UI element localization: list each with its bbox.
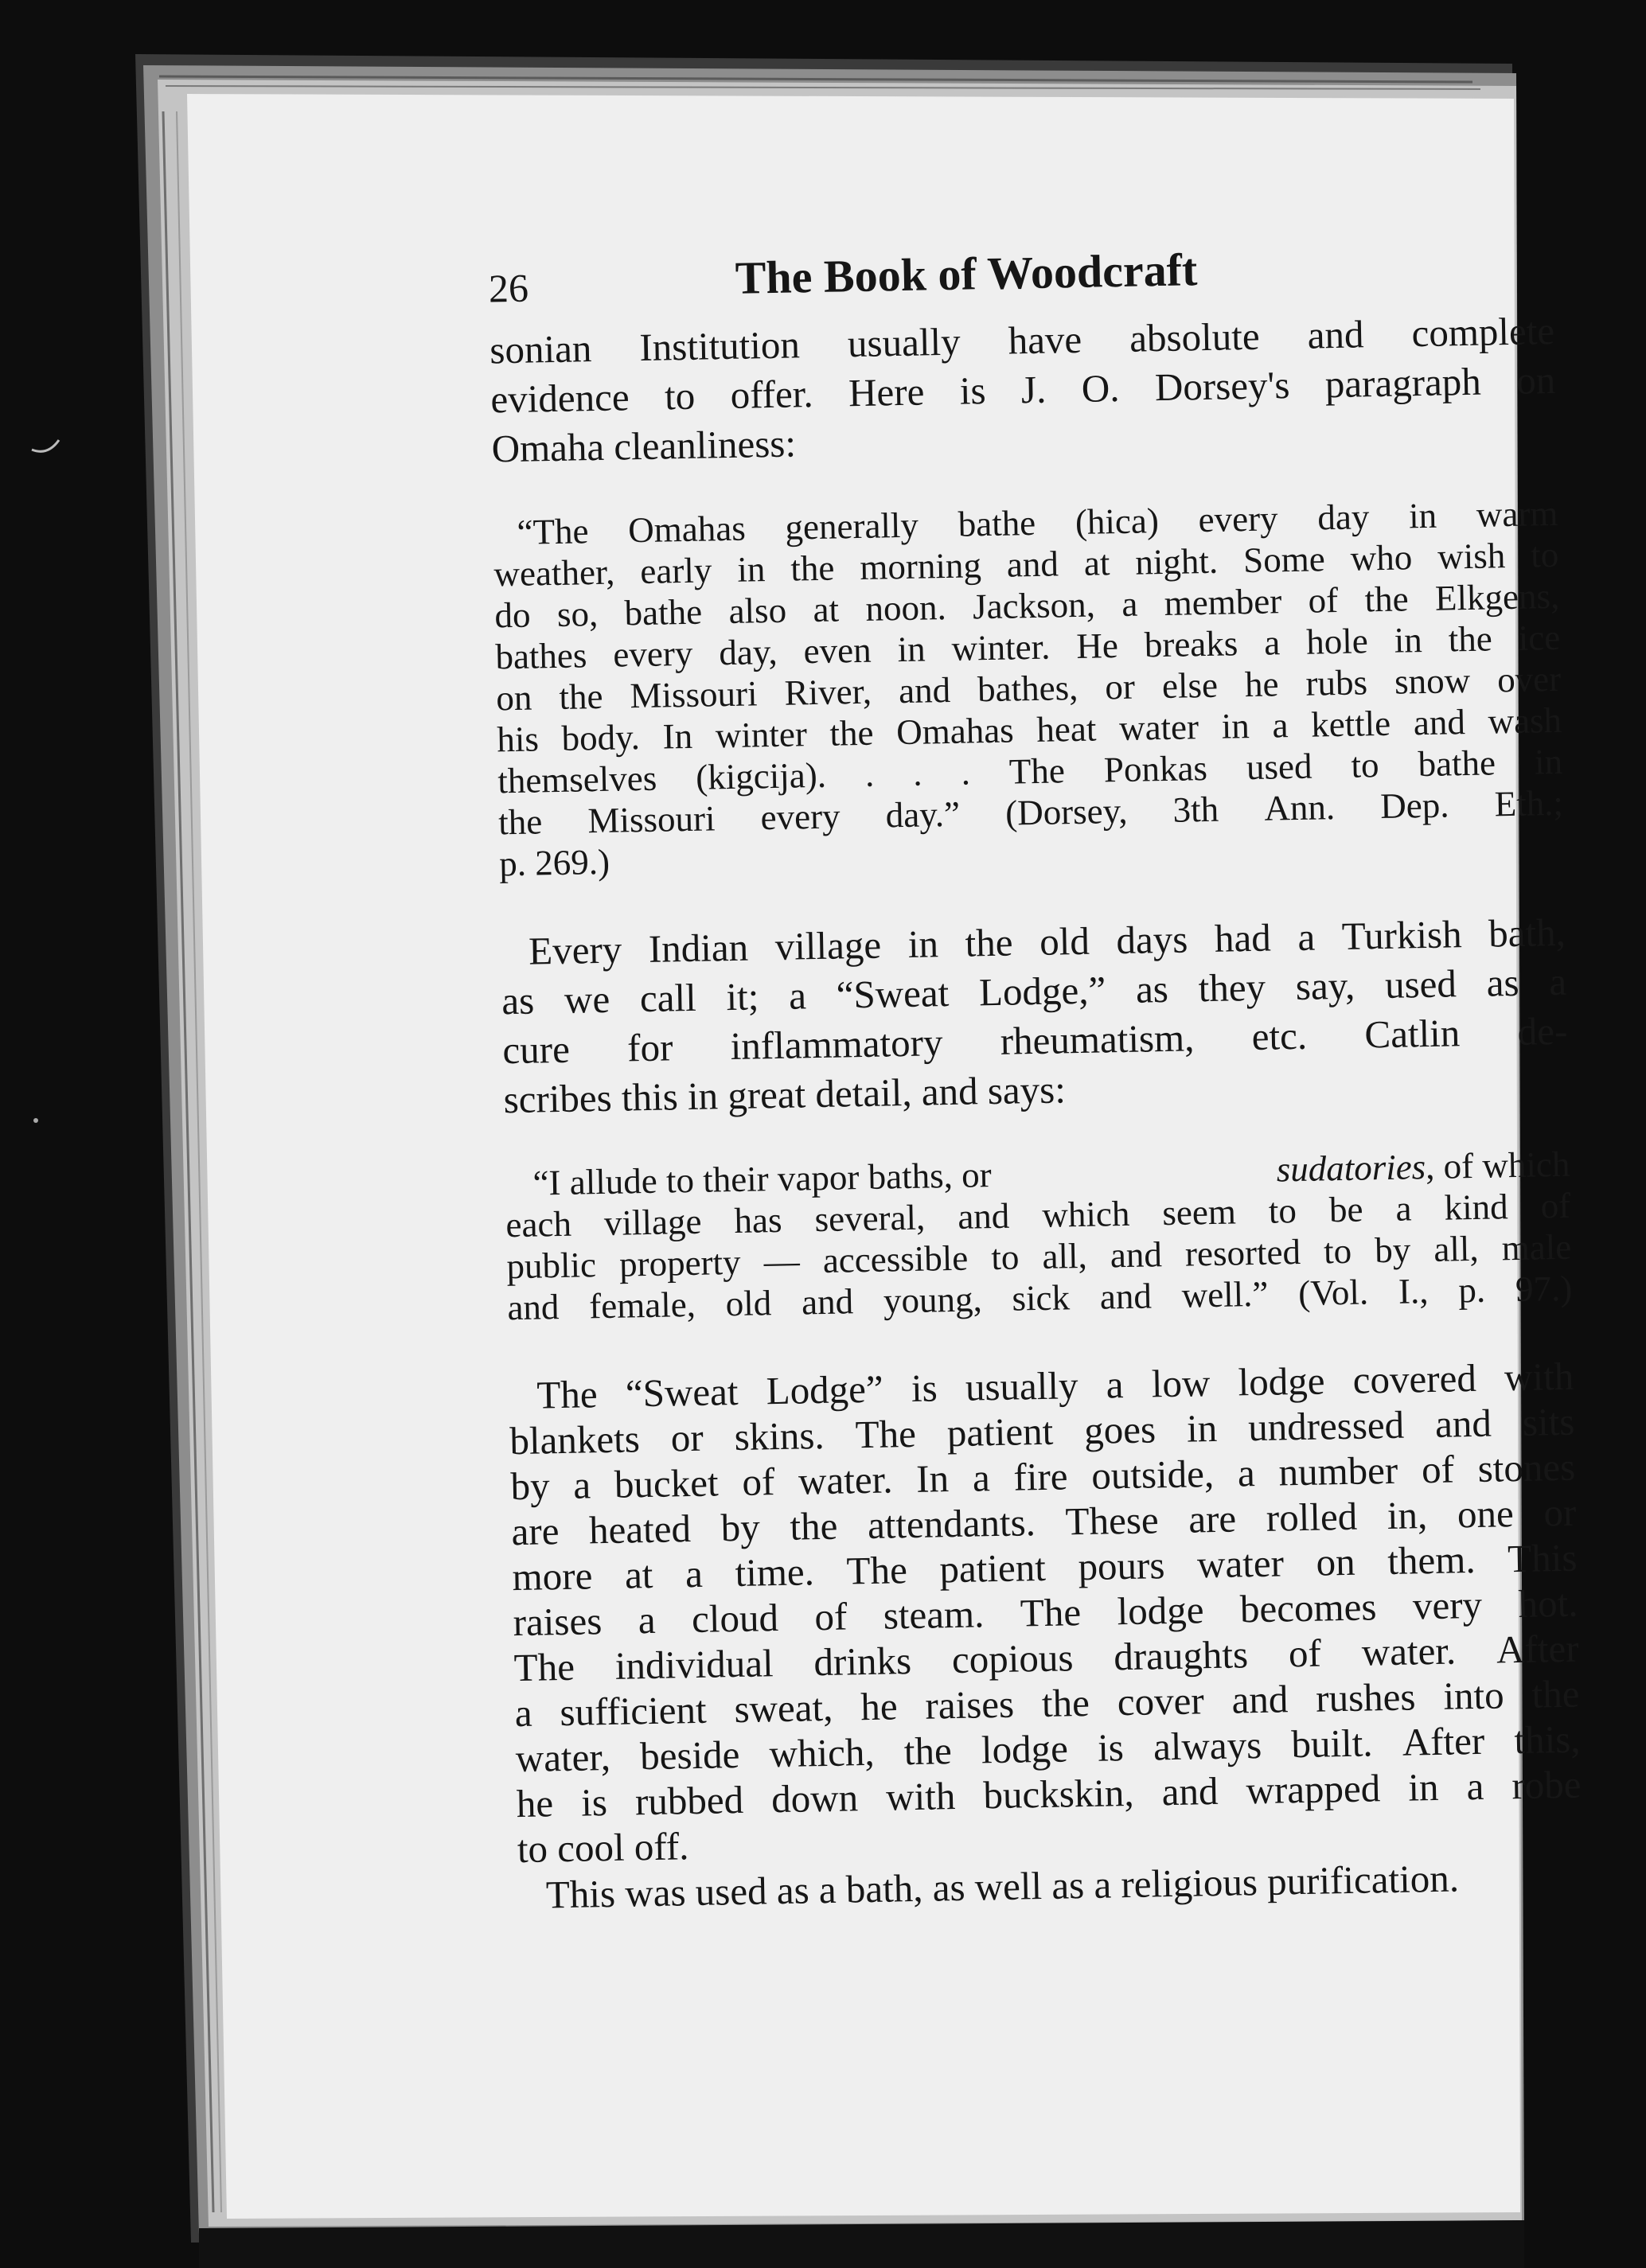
word: in [1221, 706, 1250, 746]
word: so, [556, 594, 599, 634]
word: becomes [1239, 1584, 1377, 1631]
word: is [1097, 1725, 1125, 1770]
word: down [770, 1775, 859, 1822]
word: beside [639, 1732, 740, 1779]
word: . [961, 752, 971, 793]
word: (kigcija). [695, 754, 827, 797]
word: more [512, 1553, 593, 1600]
word: old [725, 1283, 772, 1324]
word: the [790, 548, 835, 589]
text-line: Omaha cleanliness: [491, 421, 797, 471]
quote-line: p. 269.) [498, 841, 610, 884]
word: else [1161, 664, 1219, 707]
word: a [788, 973, 807, 1018]
word: in [1407, 1764, 1439, 1810]
word: raises [924, 1682, 1015, 1728]
word: built. [1290, 1720, 1374, 1767]
word: and [1434, 1401, 1492, 1446]
word: Ann. [1263, 787, 1336, 828]
word: Eth.; [1494, 782, 1564, 824]
word: sweat, [734, 1685, 833, 1732]
word: of [1288, 1631, 1322, 1676]
word: low [1151, 1361, 1211, 1406]
word: at [1083, 543, 1110, 583]
word: cloud [691, 1596, 779, 1642]
word: used [1384, 961, 1457, 1007]
margin-mark [32, 440, 59, 451]
word: several, [814, 1197, 926, 1240]
bottom-edge-shadow [199, 2220, 1524, 2268]
word: with [885, 1774, 956, 1819]
word: or [1104, 666, 1136, 707]
word: in [907, 922, 939, 966]
word: The [513, 1644, 575, 1690]
word: outside, [1090, 1452, 1215, 1498]
word: goes [1083, 1407, 1156, 1452]
word: a [1548, 959, 1567, 1004]
word: a [972, 1455, 991, 1500]
word: the [903, 1728, 953, 1774]
word: even [803, 629, 872, 672]
word: absolute [1129, 314, 1261, 360]
word: property [618, 1241, 741, 1284]
word: of [741, 1459, 775, 1504]
word: Institution [638, 322, 801, 369]
word: them. [1387, 1537, 1476, 1584]
word: Omahas [627, 508, 747, 551]
word: as [1135, 966, 1169, 1011]
word: Dep. [1379, 785, 1449, 827]
word: of [1308, 579, 1339, 621]
word: who [1350, 537, 1413, 579]
word: day [1316, 497, 1370, 538]
word: patient [946, 1409, 1054, 1455]
word: a [638, 1597, 657, 1643]
word: the [829, 712, 874, 754]
word: O. [1081, 365, 1120, 411]
word: copious [951, 1635, 1074, 1682]
word: hot. [1518, 1580, 1578, 1627]
word: he [860, 1684, 899, 1729]
word: old [1039, 918, 1090, 964]
word: and [1413, 702, 1466, 743]
word: water. [798, 1457, 893, 1503]
word: wrapped [1246, 1766, 1381, 1813]
word: bathes, [977, 667, 1078, 710]
word: blankets [509, 1417, 641, 1463]
word: we [564, 976, 610, 1022]
word: Here [848, 369, 925, 415]
word: breaks [1144, 623, 1238, 665]
word: bathes [494, 635, 587, 677]
word: is [580, 1780, 608, 1825]
word: water, [515, 1734, 611, 1781]
word: Lodge” [766, 1366, 884, 1413]
word: skins. [734, 1413, 825, 1459]
word: to [1268, 1191, 1297, 1231]
word: water. [1361, 1628, 1457, 1674]
word: heated [588, 1506, 692, 1553]
word: day, [718, 631, 778, 673]
word: kind [1444, 1187, 1509, 1228]
word: snow [1394, 660, 1471, 702]
quote-text: , of which [1425, 1144, 1570, 1187]
word: Turkish [1341, 912, 1463, 958]
word: to [990, 1237, 1020, 1278]
word: at [624, 1552, 653, 1597]
word: p. [1457, 1269, 1486, 1311]
word: This [1507, 1535, 1578, 1581]
word: (Dorsey, [1004, 790, 1128, 833]
word: and [506, 1287, 560, 1328]
word: winter [715, 714, 808, 756]
word: a [1106, 1362, 1124, 1407]
word: a [514, 1690, 533, 1736]
word: After [1496, 1626, 1579, 1672]
word: ice [1518, 617, 1561, 658]
word: had [1214, 915, 1272, 961]
word: one [1457, 1491, 1515, 1537]
word: on [1316, 1539, 1356, 1584]
word: every [612, 633, 693, 675]
word: (hica) [1075, 501, 1160, 542]
word: time. [735, 1549, 815, 1596]
word: 3th [1172, 789, 1219, 830]
word: at [813, 589, 840, 630]
word: paragraph [1324, 359, 1482, 407]
word: hole [1305, 621, 1369, 662]
word: in [1394, 620, 1423, 661]
word: early [639, 550, 712, 592]
word: a [1272, 705, 1289, 746]
word: in [897, 629, 926, 670]
word: sufficient [559, 1687, 708, 1735]
word: “The [517, 511, 589, 552]
word: member [1164, 581, 1282, 623]
word: all, [1042, 1235, 1088, 1276]
word: rubs [1305, 662, 1368, 703]
word: every [1198, 498, 1278, 540]
word: wish [1437, 536, 1506, 577]
word: cover [1117, 1678, 1205, 1724]
quote-text: “I allude to their vapor baths, or [532, 1155, 992, 1203]
word: or [670, 1415, 704, 1460]
word: buckskin, [982, 1770, 1135, 1818]
word: He [1075, 625, 1119, 666]
word: bathe [1418, 742, 1496, 785]
word: . [912, 753, 922, 793]
word: Lodge,” [978, 968, 1106, 1015]
word: seem [1161, 1191, 1237, 1233]
word: a [1395, 1188, 1412, 1229]
word: In [915, 1456, 950, 1501]
word: Some [1242, 539, 1326, 581]
word: Missouri [630, 673, 758, 716]
word: bath, [1488, 910, 1566, 956]
word: very [1412, 1582, 1483, 1628]
word: In [662, 715, 693, 757]
word: The [846, 1548, 908, 1593]
running-title: The Book of Woodcraft [735, 244, 1198, 304]
word: his [496, 719, 540, 760]
word: Every [528, 927, 622, 973]
word: heat [1036, 708, 1097, 750]
word: by [510, 1463, 551, 1509]
word: say, [1295, 963, 1355, 1009]
word: patient [938, 1545, 1047, 1592]
word: and [1099, 1276, 1153, 1317]
word: inflammatory [730, 1020, 943, 1069]
word: of [1421, 1447, 1455, 1492]
text-line: scribes this in great detail, and says: [503, 1067, 1067, 1122]
word: male [1501, 1226, 1572, 1268]
word: to [664, 373, 696, 419]
word: each [505, 1203, 572, 1245]
word: the [1448, 618, 1493, 660]
text-line: to cool off. [517, 1824, 689, 1872]
word: as [1486, 960, 1519, 1005]
word: bathe [958, 502, 1036, 544]
word: River, [784, 671, 872, 713]
word: the [965, 920, 1013, 965]
word: all, [1433, 1228, 1480, 1269]
word: number [1278, 1448, 1398, 1494]
word: in [736, 549, 766, 590]
word: wash [1488, 699, 1562, 742]
word: by [720, 1505, 761, 1550]
word: The [855, 1411, 917, 1457]
word: raises [513, 1599, 603, 1645]
word: attendants. [867, 1500, 1036, 1547]
word: Catlin [1363, 1011, 1461, 1057]
word: they [1198, 964, 1266, 1011]
word: public [506, 1245, 597, 1287]
word: . [864, 754, 875, 794]
word: as [501, 978, 535, 1023]
word: always [1153, 1722, 1262, 1769]
word: it; [725, 974, 759, 1019]
word: the [789, 1503, 838, 1549]
word: every [760, 796, 841, 838]
word: into [1442, 1673, 1505, 1718]
word: is [959, 368, 986, 413]
word: in [1186, 1405, 1218, 1451]
word: bathe [624, 591, 703, 633]
word: — [763, 1241, 801, 1282]
word: “Sweat [836, 971, 950, 1017]
word: themselves [497, 758, 657, 801]
word: this, [1513, 1717, 1581, 1763]
word: in, [1387, 1493, 1428, 1538]
word: for [626, 1025, 673, 1070]
text-line: This was used as a bath, as well as a religious purification. [545, 1856, 1460, 1917]
word: in [1534, 741, 1563, 782]
word: well.” [1181, 1273, 1269, 1315]
word: accessible [822, 1237, 969, 1280]
word: Ponkas [1103, 748, 1208, 790]
page-number: 26 [488, 265, 529, 311]
word: sits [1522, 1399, 1575, 1444]
word: to [1351, 745, 1379, 785]
word: water [1118, 707, 1199, 749]
word: Omahas [895, 710, 1015, 753]
word: kettle [1310, 703, 1391, 745]
word: weather, [493, 551, 615, 594]
word: rushes [1315, 1674, 1416, 1720]
word: Jackson, [972, 584, 1096, 627]
word: the [1364, 579, 1410, 620]
word: on [1515, 357, 1556, 403]
word: complete [1411, 308, 1555, 356]
word: and [1231, 1677, 1289, 1722]
word: The [536, 1372, 599, 1417]
word: a [1297, 914, 1316, 959]
word: village [603, 1201, 702, 1243]
word: sonian [489, 326, 592, 372]
word: to [1323, 1230, 1352, 1272]
word: usually [965, 1363, 1078, 1409]
word: and [1307, 312, 1364, 357]
word: (Vol. [1297, 1272, 1369, 1314]
word: offer. [730, 372, 814, 417]
word: body. [561, 717, 641, 758]
word: a [1237, 1451, 1256, 1495]
word: resorted [1184, 1231, 1301, 1274]
word: a [1466, 1763, 1484, 1809]
word: night. [1134, 540, 1219, 583]
word: have [1008, 317, 1082, 363]
word: over [1496, 658, 1562, 700]
word: evidence [490, 375, 630, 422]
word: in [1408, 495, 1437, 536]
word: covered [1352, 1355, 1477, 1402]
word: with [1504, 1354, 1574, 1400]
word: a [572, 1463, 591, 1507]
word: water [1196, 1541, 1285, 1587]
word: noon. [864, 586, 947, 629]
word: 97.) [1515, 1268, 1573, 1310]
word: winter. [951, 626, 1051, 668]
book-page [203, 95, 1582, 2204]
word: individual [614, 1641, 774, 1688]
word: The [1008, 750, 1066, 792]
word: he [1244, 664, 1279, 705]
word: do [494, 594, 531, 636]
word: and [801, 1281, 854, 1323]
italic-term: sudatories [1276, 1147, 1426, 1190]
word: and [957, 1195, 1010, 1237]
word: village [774, 922, 882, 968]
word: undressed [1247, 1402, 1405, 1450]
word: drinks [813, 1639, 912, 1685]
word: fire [1012, 1454, 1068, 1499]
word: morning [859, 545, 982, 587]
word: draughts [1113, 1632, 1249, 1679]
word: rolled [1266, 1494, 1358, 1540]
word: be [1328, 1189, 1363, 1230]
word: call [639, 975, 697, 1021]
word: usually [847, 319, 961, 366]
word: lodge [1117, 1588, 1204, 1634]
word: the [1041, 1680, 1090, 1726]
word: robe [1511, 1762, 1582, 1808]
word: the [558, 676, 603, 717]
word: are [511, 1509, 560, 1554]
word: used [1246, 746, 1313, 788]
word: days [1115, 917, 1188, 963]
word: Dorsey's [1154, 363, 1290, 410]
word: on [495, 677, 532, 719]
word: and [1110, 1234, 1163, 1276]
word: female, [588, 1284, 696, 1327]
word: lodge [981, 1726, 1069, 1772]
word: also [728, 590, 787, 631]
word: which, [769, 1729, 876, 1776]
word: These [1065, 1498, 1160, 1544]
word: rubbed [634, 1777, 744, 1824]
word: young, [883, 1279, 983, 1321]
word: lodge [1238, 1358, 1325, 1405]
word: “Sweat [625, 1369, 739, 1416]
word: bucket [614, 1460, 720, 1506]
word: of [813, 1594, 848, 1639]
word: I., [1398, 1271, 1429, 1311]
word: by [1374, 1229, 1411, 1271]
word: de- [1517, 1008, 1568, 1054]
word: sick [1012, 1277, 1071, 1319]
word: is [911, 1366, 938, 1410]
word: the [497, 801, 543, 843]
word: warm [1476, 493, 1558, 535]
word: After [1402, 1718, 1485, 1764]
word: J. [1020, 367, 1047, 412]
word: a [685, 1551, 704, 1596]
word: of [1540, 1185, 1571, 1226]
word: are [1188, 1496, 1237, 1541]
word: a [1263, 622, 1281, 663]
word: generally [785, 505, 919, 548]
word: pours [1078, 1543, 1165, 1589]
word: and [1161, 1768, 1219, 1814]
word: Indian [648, 925, 749, 971]
word: or [1543, 1490, 1577, 1535]
word: to [1530, 534, 1559, 575]
word: cure [501, 1027, 571, 1073]
word: The [1020, 1590, 1082, 1635]
word: he [516, 1781, 554, 1826]
word: stones [1477, 1444, 1576, 1491]
word: Missouri [587, 798, 716, 841]
word: steam. [883, 1592, 985, 1638]
word: day.” [885, 793, 961, 836]
word: a [1121, 583, 1138, 624]
word: rheumatism, [1000, 1015, 1195, 1063]
word: has [734, 1199, 782, 1241]
word: Elkgens, [1434, 575, 1560, 618]
word: and [898, 669, 951, 711]
word: and [1006, 544, 1059, 585]
word: the [1531, 1671, 1580, 1717]
word: etc. [1251, 1013, 1308, 1059]
word: which [1041, 1193, 1130, 1235]
